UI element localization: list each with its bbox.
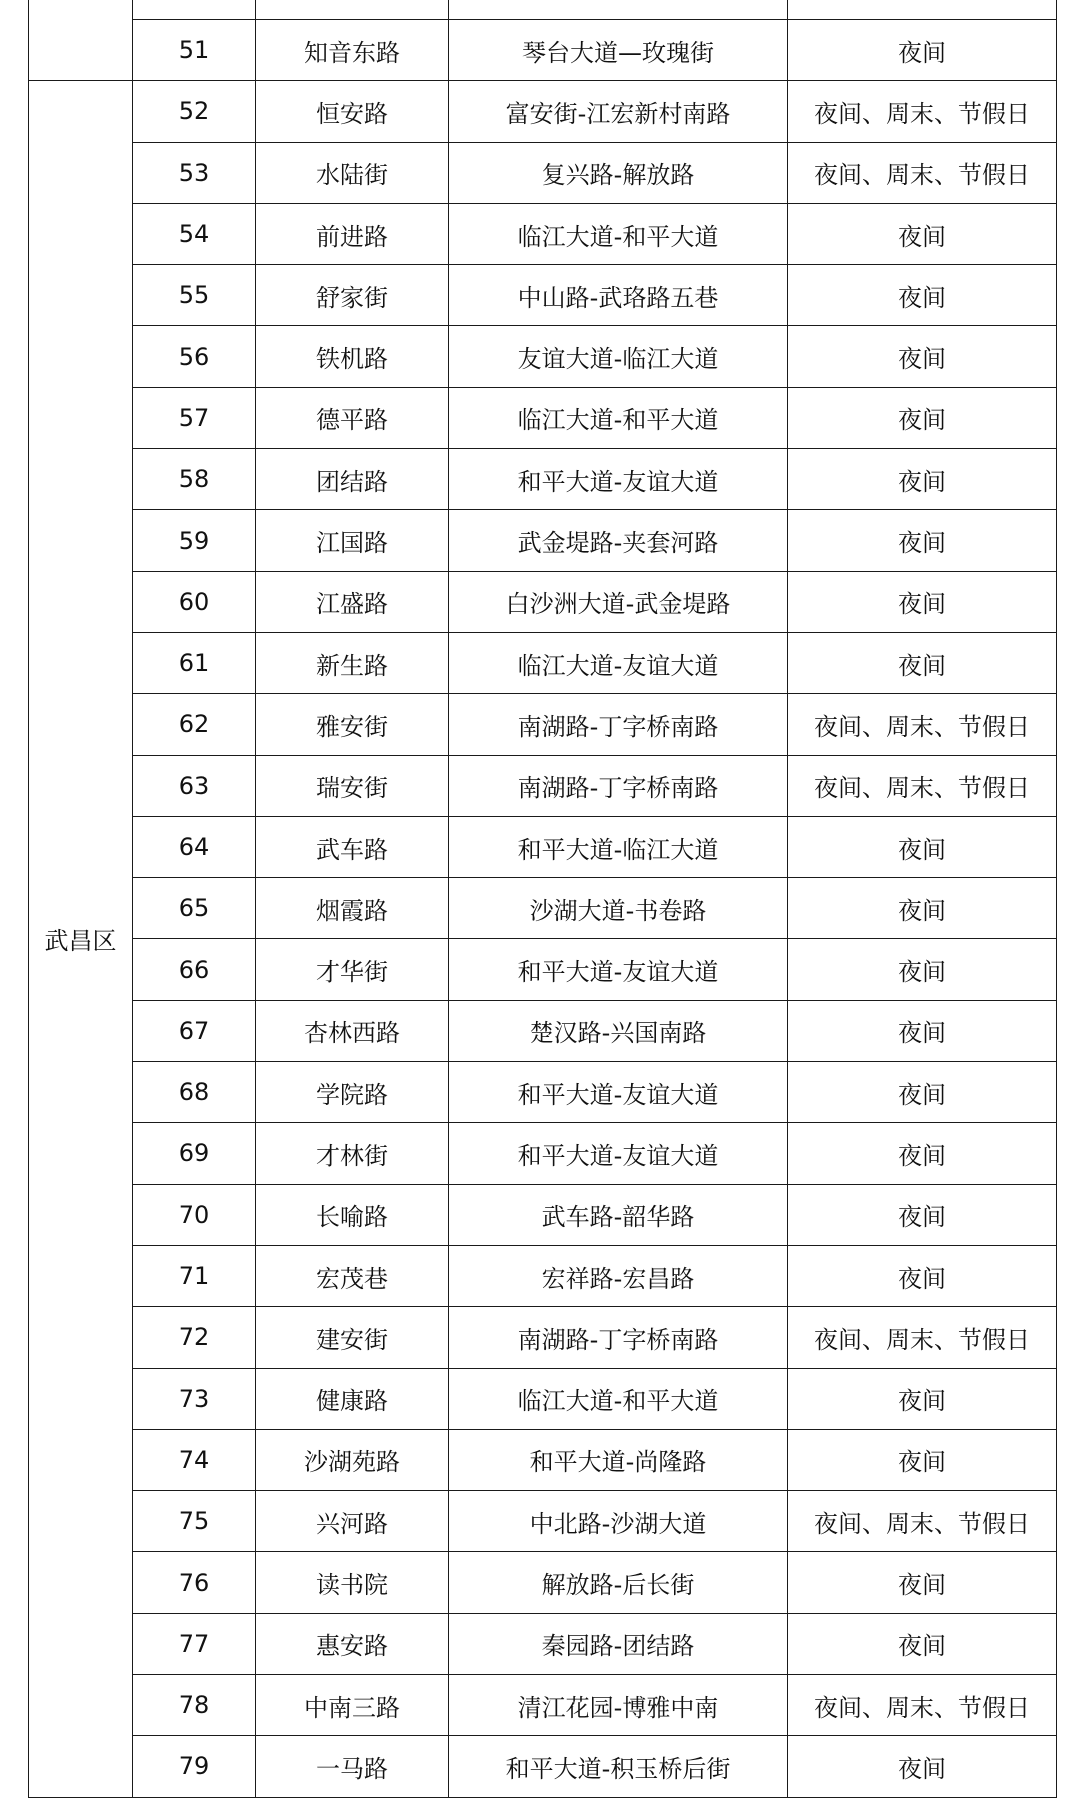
- road-range: 和平大道-友谊大道: [449, 1062, 788, 1123]
- table-row: [29, 203, 1057, 264]
- road-name: 烟霞路: [256, 878, 449, 939]
- row-number: 78: [133, 1675, 256, 1736]
- table-row: [29, 755, 1057, 816]
- row-number: 53: [133, 142, 256, 203]
- parking-time: 夜间: [788, 1245, 1057, 1306]
- road-name: 德平路: [256, 387, 449, 448]
- cell-empty: [133, 0, 256, 20]
- road-name: 雅安街: [256, 694, 449, 755]
- row-number: 52: [133, 81, 256, 142]
- road-name: 知音东路: [256, 20, 449, 81]
- road-range: 南湖路-丁字桥南路: [449, 755, 788, 816]
- road-name: 新生路: [256, 632, 449, 693]
- parking-time: 夜间、周末、节假日: [788, 1675, 1057, 1736]
- road-range: 南湖路-丁字桥南路: [449, 694, 788, 755]
- parking-time: 夜间: [788, 878, 1057, 939]
- table-row: [29, 1613, 1057, 1674]
- row-number: 66: [133, 939, 256, 1000]
- road-range: 临江大道-和平大道: [449, 203, 788, 264]
- table-row: [29, 1368, 1057, 1429]
- row-number: 70: [133, 1184, 256, 1245]
- road-name: 沙湖苑路: [256, 1429, 449, 1490]
- parking-time: 夜间: [788, 1613, 1057, 1674]
- road-name: 武车路: [256, 816, 449, 877]
- parking-time: 夜间: [788, 326, 1057, 387]
- road-range: 中北路-沙湖大道: [449, 1491, 788, 1552]
- table-row: [29, 449, 1057, 510]
- table-row: [29, 1062, 1057, 1123]
- table-body: [29, 0, 1057, 1797]
- road-name: 惠安路: [256, 1613, 449, 1674]
- parking-time: 夜间: [788, 632, 1057, 693]
- road-name: 才林街: [256, 1123, 449, 1184]
- road-name: 江盛路: [256, 571, 449, 632]
- table-row: [29, 142, 1057, 203]
- road-range: 复兴路-解放路: [449, 142, 788, 203]
- row-number: 68: [133, 1062, 256, 1123]
- road-range: 富安街-江宏新村南路: [449, 81, 788, 142]
- row-number: 58: [133, 449, 256, 510]
- parking-time: 夜间: [788, 1552, 1057, 1613]
- parking-time: 夜间: [788, 571, 1057, 632]
- road-range: 临江大道-友谊大道: [449, 632, 788, 693]
- table-row: [29, 387, 1057, 448]
- road-name: 才华街: [256, 939, 449, 1000]
- row-number: 51: [133, 20, 256, 81]
- row-number: 64: [133, 816, 256, 877]
- road-name: 健康路: [256, 1368, 449, 1429]
- table-row-partial-top: [29, 0, 1057, 20]
- road-range: 解放路-后长街: [449, 1552, 788, 1613]
- district-cell: 武昌区: [29, 81, 133, 1797]
- parking-time: 夜间: [788, 510, 1057, 571]
- parking-time: 夜间: [788, 1123, 1057, 1184]
- road-range: 武车路-韶华路: [449, 1184, 788, 1245]
- table-row: [29, 20, 1057, 81]
- parking-time: 夜间、周末、节假日: [788, 694, 1057, 755]
- row-number: 56: [133, 326, 256, 387]
- parking-time: 夜间: [788, 939, 1057, 1000]
- parking-time: 夜间: [788, 265, 1057, 326]
- road-parking-table: [28, 0, 1057, 1798]
- table-row: [29, 510, 1057, 571]
- road-range: 宏祥路-宏昌路: [449, 1245, 788, 1306]
- parking-time: 夜间: [788, 20, 1057, 81]
- table-row: [29, 1736, 1057, 1797]
- road-range: 清江花园-博雅中南: [449, 1675, 788, 1736]
- road-range: 和平大道-友谊大道: [449, 939, 788, 1000]
- table-row: [29, 1184, 1057, 1245]
- road-range: 白沙洲大道-武金堤路: [449, 571, 788, 632]
- road-name: 中南三路: [256, 1675, 449, 1736]
- row-number: 69: [133, 1123, 256, 1184]
- row-number: 59: [133, 510, 256, 571]
- table-row: [29, 816, 1057, 877]
- road-range: 琴台大道—玫瑰街: [449, 20, 788, 81]
- table-row: [29, 571, 1057, 632]
- parking-time: 夜间、周末、节假日: [788, 142, 1057, 203]
- row-number: 61: [133, 632, 256, 693]
- road-range: 和平大道-尚隆路: [449, 1429, 788, 1490]
- row-number: 60: [133, 571, 256, 632]
- row-number: 57: [133, 387, 256, 448]
- road-range: 楚汉路-兴国南路: [449, 1000, 788, 1061]
- parking-time: 夜间、周末、节假日: [788, 1491, 1057, 1552]
- road-name: 学院路: [256, 1062, 449, 1123]
- road-name: 铁机路: [256, 326, 449, 387]
- row-number: 75: [133, 1491, 256, 1552]
- road-name: 一马路: [256, 1736, 449, 1797]
- parking-time: 夜间: [788, 449, 1057, 510]
- road-range: 和平大道-积玉桥后街: [449, 1736, 788, 1797]
- parking-time: 夜间: [788, 387, 1057, 448]
- cell-empty: [788, 0, 1057, 20]
- parking-time: 夜间: [788, 1062, 1057, 1123]
- road-name: 水陆街: [256, 142, 449, 203]
- row-number: 79: [133, 1736, 256, 1797]
- table-row: [29, 694, 1057, 755]
- table-row: [29, 1491, 1057, 1552]
- row-number: 76: [133, 1552, 256, 1613]
- table-row: [29, 326, 1057, 387]
- row-number: 55: [133, 265, 256, 326]
- parking-time: 夜间: [788, 1000, 1057, 1061]
- road-range: 和平大道-友谊大道: [449, 1123, 788, 1184]
- road-name: 团结路: [256, 449, 449, 510]
- parking-time: 夜间、周末、节假日: [788, 1307, 1057, 1368]
- road-name: 舒家街: [256, 265, 449, 326]
- table-row: [29, 1675, 1057, 1736]
- road-range: 武金堤路-夹套河路: [449, 510, 788, 571]
- district-cell-previous: [29, 0, 133, 81]
- table-row: [29, 1245, 1057, 1306]
- row-number: 71: [133, 1245, 256, 1306]
- road-name: 宏茂巷: [256, 1245, 449, 1306]
- road-range: 南湖路-丁字桥南路: [449, 1307, 788, 1368]
- table-row: [29, 1429, 1057, 1490]
- row-number: 74: [133, 1429, 256, 1490]
- road-name: 建安街: [256, 1307, 449, 1368]
- table-row: [29, 265, 1057, 326]
- table-row: [29, 1307, 1057, 1368]
- parking-time: 夜间: [788, 1429, 1057, 1490]
- road-name: 兴河路: [256, 1491, 449, 1552]
- parking-time: 夜间: [788, 1368, 1057, 1429]
- road-name: 瑞安街: [256, 755, 449, 816]
- row-number: 67: [133, 1000, 256, 1061]
- road-range: 中山路-武珞路五巷: [449, 265, 788, 326]
- parking-time: 夜间: [788, 1736, 1057, 1797]
- road-range: 友谊大道-临江大道: [449, 326, 788, 387]
- row-number: 63: [133, 755, 256, 816]
- parking-time: 夜间: [788, 1184, 1057, 1245]
- road-range: 临江大道-和平大道: [449, 1368, 788, 1429]
- parking-time: 夜间: [788, 816, 1057, 877]
- parking-time: 夜间: [788, 203, 1057, 264]
- row-number: 62: [133, 694, 256, 755]
- road-name: 杏林西路: [256, 1000, 449, 1061]
- table-row: [29, 878, 1057, 939]
- table-row: [29, 939, 1057, 1000]
- parking-time: 夜间、周末、节假日: [788, 81, 1057, 142]
- parking-time: 夜间、周末、节假日: [788, 755, 1057, 816]
- row-number: 72: [133, 1307, 256, 1368]
- road-name: 前进路: [256, 203, 449, 264]
- road-name: 读书院: [256, 1552, 449, 1613]
- table-row: [29, 1000, 1057, 1061]
- row-number: 77: [133, 1613, 256, 1674]
- road-range: 和平大道-友谊大道: [449, 449, 788, 510]
- road-name: 江国路: [256, 510, 449, 571]
- row-number: 65: [133, 878, 256, 939]
- row-number: 73: [133, 1368, 256, 1429]
- road-name: 恒安路: [256, 81, 449, 142]
- row-number: 54: [133, 203, 256, 264]
- road-range: 临江大道-和平大道: [449, 387, 788, 448]
- table-row: [29, 632, 1057, 693]
- cell-empty: [449, 0, 788, 20]
- road-range: 秦园路-团结路: [449, 1613, 788, 1674]
- table-row: [29, 81, 1057, 142]
- road-name: 长喻路: [256, 1184, 449, 1245]
- road-range: 沙湖大道-书卷路: [449, 878, 788, 939]
- table-row: [29, 1552, 1057, 1613]
- table-row: [29, 1123, 1057, 1184]
- road-range: 和平大道-临江大道: [449, 816, 788, 877]
- cell-empty: [256, 0, 449, 20]
